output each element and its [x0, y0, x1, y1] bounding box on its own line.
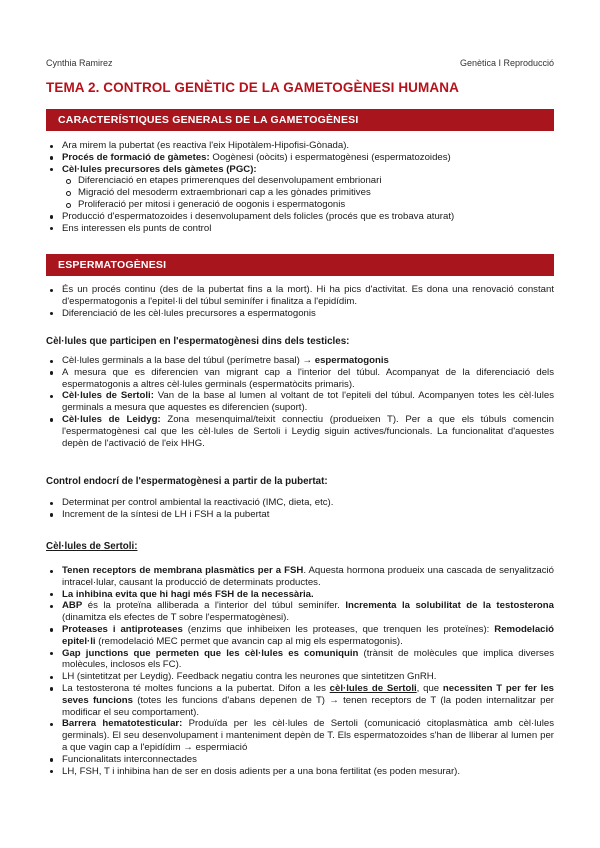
cells-heading: Cèl·lules que participen en l'espermatogènesi dins dels testicles:: [46, 336, 350, 347]
list-item: A mesura que es diferencien van migrant cap a l'interior del túbul. Acompanyat de la diferenciació dels espermatogonis a altres cèl·lules germinals (espermatòcits primaris).: [46, 367, 554, 391]
general-list: [46, 140, 554, 234]
list-item: Ens interessen els punts de control: [46, 223, 554, 235]
list-item: La inhibina evita que hi hagi més FSH de la necessària.: [46, 589, 554, 601]
cells-list: [46, 355, 554, 449]
sub-list-item: Migració del mesoderm extraembrionari cap a les gònades primitives: [46, 187, 554, 199]
list-item: Ara mirem la pubertat (es reactiva l'eix Hipotàlem-Hipofisi-Gònada).: [46, 140, 554, 152]
sertoli-list: [46, 565, 554, 777]
sub-list-item: Diferenciació en etapes primerenques del desenvolupament embrionari: [46, 175, 554, 187]
endocrine-list: [46, 497, 554, 521]
list-item: Procés de formació de gàmetes: Oogènesi (oòcits) i espermatogènesi (espermatozoides): [46, 152, 554, 164]
sub-list-item: Proliferació per mitosi i generació de oogonis i espermatogonis: [46, 199, 554, 211]
list-item: LH (sintetitzat per Leydig). Feedback negatiu contra les neurones que sintetitzen GnRH.: [46, 671, 554, 683]
course-name: Genètica I Reproducció: [459, 58, 554, 68]
list-item: Increment de la síntesi de LH i FSH a la pubertat: [46, 509, 554, 521]
list-item: Diferenciació de les cèl·lules precursores a espermatogonis: [46, 308, 554, 320]
sertoli-heading: Cèl·lules de Sertoli:: [46, 541, 138, 552]
page-title: TEMA 2. CONTROL GENÈTIC DE LA GAMETOGÈNESI HUMANA: [46, 80, 459, 95]
list-item: Proteases i antiproteases (enzims que inhibeixen les proteases, que trenquen les proteïnes): Remodelació epitel·li (remodelació MEC permet que avancin cap al mig els espermatogonis).: [46, 624, 554, 648]
spermatogenesis-list: [46, 284, 554, 319]
list-item: Cèl·lules de Leidyg: Zona mesenquimal/teixit connectiu (produeixen T). Per a que els túbuls comencin l'espermatogènesi cal que les cèl·lules de Sertoli i Leydig siguin actives/funcionals. La funcionalitat d'aquestes depèn de l'activació de l'eix HHG.: [46, 414, 554, 449]
list-item: Cèl·lules germinals a la base del túbul (perímetre basal) → espermatogonis: [46, 355, 554, 367]
list-item: Barrera hematotesticular: Produïda per les cèl·lules de Sertoli (comunicació citoplasmàtica amb cèl·lules germinals). El seu desenvolupament i manteniment depèn de T. Els espermatozoides s'han de lliberar al lumen per a que vagin cap a l'epidídim → espermiació: [46, 718, 554, 753]
list-item: Tenen receptors de membrana plasmàtics per a FSH. Aquesta hormona produeix una cascada de senyalització intracel·lular, causant la producció de determinats productes.: [46, 565, 554, 589]
section-heading-spermatogenesis: ESPERMATOGÈNESI: [46, 254, 554, 276]
page-header: [46, 58, 554, 68]
list-item: Determinat per control ambiental la reactivació (IMC, dieta, etc).: [46, 497, 554, 509]
section-heading-general: CARACTERÍSTIQUES GENERALS DE LA GAMETOGÈNESI: [46, 109, 554, 131]
author-name: Cynthia Ramirez: [46, 58, 113, 68]
list-item: Cèl·lules de Sertoli: Van de la base al lumen al voltant de tot l'epiteli del túbul. Acompanyen totes les cèl·lules germinals a mesura que aquestes es diferencien (suport).: [46, 390, 554, 414]
list-item: La testosterona té moltes funcions a la pubertat. Difon a les cèl·lules de Sertoli, que necessiten T per fer les seves funcions (totes les funcions d'abans depenen de T) → tenen receptors de T (la poden internalitzar per modificar el seu comportament).: [46, 683, 554, 718]
list-item: Gap junctions que permeten que les cèl·lules es comuniquin (trànsit de molècules que implica diverses molècules, inclosos els FC).: [46, 648, 554, 672]
list-item: És un procés continu (des de la pubertat fins a la mort). Hi ha pics d'activitat. Es dona una renovació constant d'espermatogonis a l'epitel·li del túbul seminífer i finalitza a l'epidídim.: [46, 284, 554, 308]
list-item: Cèl·lules precursores dels gàmetes (PGC):: [46, 164, 554, 176]
list-item: Funcionalitats interconnectades: [46, 754, 554, 766]
list-item: LH, FSH, T i inhibina han de ser en dosis adients per a una bona fertilitat (es poden mesurar).: [46, 766, 554, 778]
endocrine-heading: Control endocrí de l'espermatogènesi a partir de la pubertat:: [46, 476, 328, 487]
list-item: Producció d'espermatozoides i desenvolupament dels folicles (procés que es trobava aturat): [46, 211, 554, 223]
list-item: ABP és la proteïna alliberada a l'interior del túbul seminífer. Incrementa la solubilitat de la testosterona (dinamitza els efectes de T sobre l'espermatogènesi).: [46, 600, 554, 624]
